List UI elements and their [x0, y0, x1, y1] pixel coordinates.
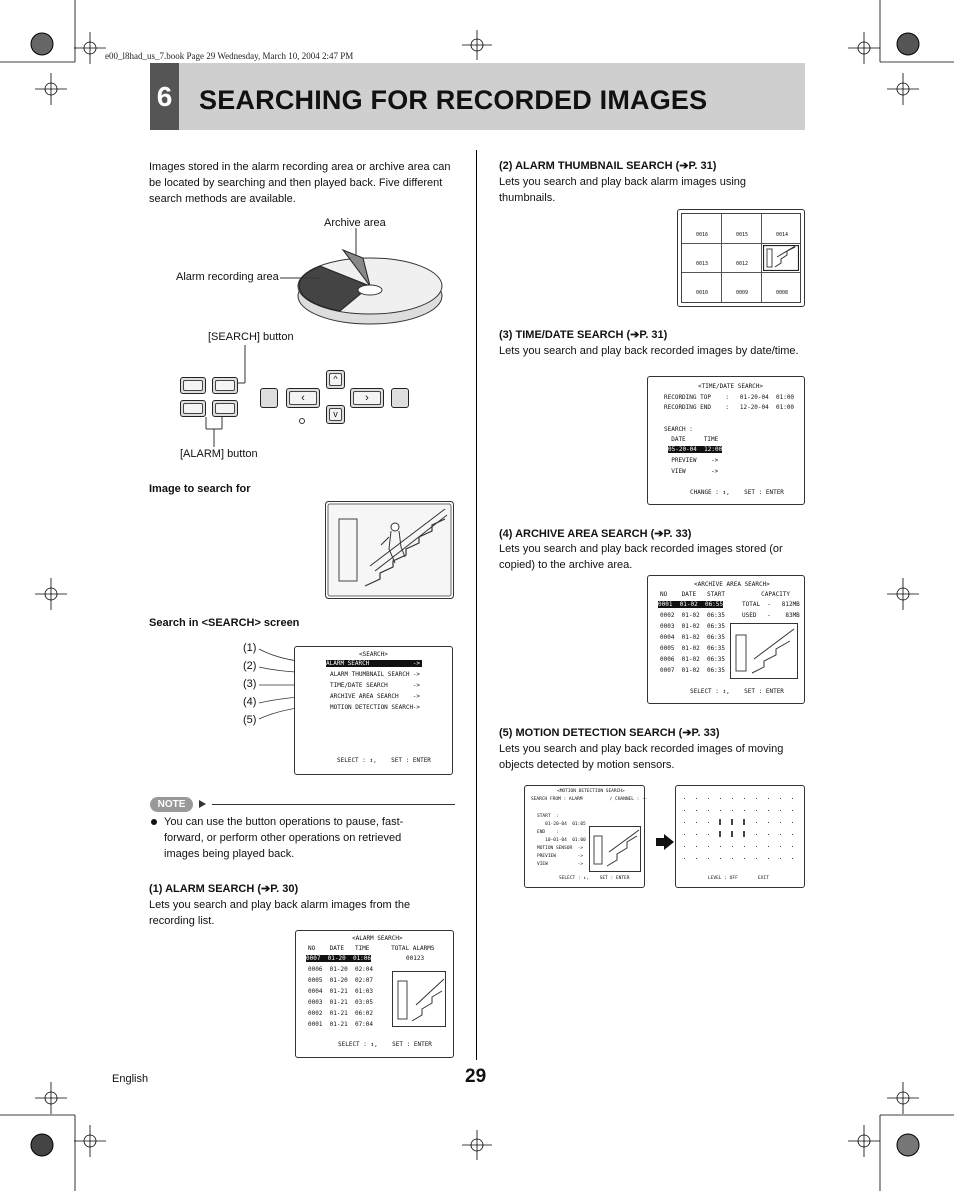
thumbnail-grid — [681, 213, 801, 303]
section-3-text: Lets you search and play back recorded images by date/time. — [499, 345, 799, 357]
alarm-row-4: 0004 01-21 01:03 — [308, 988, 374, 995]
archive-row-1: 0001 01-02 06:55 — [658, 601, 724, 608]
timedate-line-header: DATE TIME — [664, 436, 719, 443]
section-2-text: Lets you search and play back alarm images using thumbnails. — [499, 176, 747, 204]
search-menu-screen — [294, 646, 453, 775]
archive-row-4: 0004 01-02 06:35 — [660, 634, 726, 641]
callout-2: (2) — [243, 660, 257, 672]
timedate-line-view: VIEW -> — [664, 468, 719, 475]
thumbnail-screen — [677, 209, 805, 307]
thumb-0016: 0016 — [696, 232, 709, 238]
archive-header: NO DATE START CAPACITY — [660, 591, 791, 598]
search-button — [212, 377, 238, 394]
timedate-line-1: RECORDING TOP : 01-20-04 01:00 — [664, 394, 795, 401]
archive-footer: SELECT : ↕, SET : ENTER — [690, 688, 784, 695]
note-rule — [212, 804, 455, 805]
storage-pie-diagram — [280, 228, 460, 328]
thumb-0014: 0014 — [776, 232, 789, 238]
motion-sensor-item: MOTION SENSOR -> — [537, 846, 584, 851]
search-item-1: ALARM SEARCH -> — [326, 660, 420, 667]
archive-row-7: 0007 01-02 06:35 — [660, 667, 726, 674]
panel-button — [180, 377, 206, 394]
alarm-row-3: 0005 01-20 02:07 — [308, 977, 374, 984]
alarm-row-7: 0001 01-21 07:04 — [308, 1021, 374, 1028]
print-meta: e00_l8had_us_7.book Page 29 Wednesday, March 10, 2004 2:47 PM — [105, 51, 354, 61]
alarm-search-screen — [295, 930, 454, 1058]
alarm-preview-image — [392, 971, 446, 1027]
alarm-row-5: 0003 01-21 03:05 — [308, 999, 374, 1006]
motion-end-value: 10-01-04 01:00 — [537, 838, 586, 843]
archive-screen — [647, 575, 805, 704]
note-text: You can use the button operations to pause, fast-forward, or perform other operations on retrieved images being played back. — [164, 816, 404, 860]
callout-3: (3) — [243, 678, 257, 690]
search-item-5: MOTION DETECTION SEARCH -> — [330, 704, 420, 711]
search-screen-title: <SEARCH> — [359, 651, 388, 658]
archive-row-3: 0003 01-02 06:35 — [660, 623, 726, 630]
archive-used: USED - 83MB — [742, 612, 800, 619]
search-item-4: ARCHIVE AREA SEARCH -> — [330, 693, 420, 700]
timedate-footer: CHANGE : ↕, SET : ENTER — [690, 489, 784, 496]
callout-4: (4) — [243, 696, 257, 708]
alarm-search-total: 00123 — [406, 955, 425, 962]
alarm-row-1: 0007 01-20 01:06 — [306, 955, 372, 962]
motion-title: <MOTION DETECTION SEARCH> — [557, 789, 625, 794]
motion-level-label: LEVEL : OFF — [708, 876, 738, 881]
thumb-0015: 0015 — [736, 232, 749, 238]
motion-preview-image — [589, 826, 641, 872]
thumb-0012: 0012 — [736, 261, 749, 267]
alarm-search-footer: SELECT : ↕, SET : ENTER — [338, 1041, 432, 1048]
callout-5: (5) — [243, 714, 257, 726]
thumb-selected-image — [763, 245, 799, 271]
arrow-head-icon — [664, 834, 674, 850]
alarm-button-label: [ALARM] button — [180, 448, 258, 460]
search-item-3: TIME/DATE SEARCH -> — [330, 682, 420, 689]
motion-start-value: 01-20-04 01:05 — [537, 822, 586, 827]
timedate-line-preview: PREVIEW -> — [664, 457, 719, 464]
thumb-0013: 0013 — [696, 261, 709, 267]
column-divider — [476, 150, 477, 1060]
thumb-0008: 0008 — [776, 290, 789, 296]
timedate-selected-value: 05-20-04 12:00 — [668, 446, 723, 453]
section-2-heading: (2) ALARM THUMBNAIL SEARCH (➔P. 31) — [499, 160, 717, 172]
alarm-button-right — [212, 400, 238, 417]
alarm-button-left — [180, 400, 206, 417]
thumb-0010: 0010 — [696, 290, 709, 296]
page-number: 29 — [465, 1066, 487, 1087]
motion-view-item: VIEW -> — [537, 862, 584, 867]
motion-sensor-grid — [676, 786, 804, 871]
archive-title: <ARCHIVE AREA SEARCH> — [694, 581, 770, 588]
timedate-line-2: RECORDING END : 12-20-04 01:00 — [664, 404, 795, 411]
section-5-text: Lets you search and play back recorded images of moving objects detected by motion sensors. — [499, 743, 784, 771]
motion-search-from: SEARCH FROM : ALARM / CHANNEL : -- — [531, 797, 648, 802]
timedate-title: <TIME/DATE SEARCH> — [698, 383, 764, 390]
archive-area-label: Archive area — [324, 217, 386, 229]
motion-preview-item: PREVIEW -> — [537, 854, 584, 859]
up-arrow-button: ^ — [326, 370, 345, 389]
search-button-label: [SEARCH] button — [208, 331, 294, 343]
down-arrow-button: v — [326, 405, 345, 424]
callout-1: (1) — [243, 642, 257, 654]
image-to-search-heading: Image to search for — [149, 483, 251, 495]
left-arrow-button: ‹ — [286, 388, 320, 408]
alarm-row-6: 0002 01-21 06:02 — [308, 1010, 374, 1017]
section-3-heading: (3) TIME/DATE SEARCH (➔P. 31) — [499, 329, 668, 341]
page-title: SEARCHING FOR RECORDED IMAGES — [199, 85, 708, 115]
archive-preview-image — [730, 623, 798, 679]
alarm-row-2: 0006 01-20 02:04 — [308, 966, 374, 973]
intro-text: Images stored in the alarm recording area or archive area can be located by searching and then played back. Five different search methods are available. — [149, 161, 451, 205]
chapter-number: 6 — [150, 63, 179, 130]
motion-exit-label: EXIT — [758, 876, 769, 881]
note-arrow-icon — [199, 800, 206, 808]
motion-search-screen — [524, 785, 648, 888]
bullet-icon — [151, 819, 157, 825]
panel-button-small-left — [260, 388, 278, 408]
section-4-text: Lets you search and play back recorded images stored (or copied) to the archive area. — [499, 543, 783, 571]
alarm-area-label: Alarm recording area — [176, 271, 279, 283]
language-label: English — [112, 1073, 149, 1085]
stair-scene-image — [325, 501, 454, 599]
archive-total: TOTAL - 812MB — [742, 601, 800, 608]
section-5-heading: (5) MOTION DETECTION SEARCH (➔P. 33) — [499, 727, 720, 739]
archive-row-5: 0005 01-02 06:35 — [660, 645, 726, 652]
motion-footer: SELECT : ↕, SET : ENTER — [559, 876, 630, 881]
section-1-heading: (1) ALARM SEARCH (➔P. 30) — [149, 883, 299, 895]
panel-button-small-right — [391, 388, 409, 408]
archive-row-6: 0006 01-02 06:35 — [660, 656, 726, 663]
motion-end-label: END : — [537, 830, 559, 835]
search-item-2: ALARM THUMBNAIL SEARCH -> — [330, 671, 420, 678]
timedate-line-search: SEARCH : — [664, 426, 693, 433]
section-4-heading: (4) ARCHIVE AREA SEARCH (➔P. 33) — [499, 528, 692, 540]
right-arrow-button: › — [350, 388, 384, 408]
archive-row-2: 0002 01-02 06:35 — [660, 612, 726, 619]
motion-grid-screen — [675, 785, 805, 888]
alarm-search-header: NO DATE TIME TOTAL ALARMS — [308, 945, 435, 952]
section-1-text: Lets you search and play back alarm images from the recording list. — [149, 899, 411, 927]
search-screen-heading: Search in <SEARCH> screen — [149, 617, 300, 629]
search-screen-footer: SELECT : ↕, SET : ENTER — [337, 757, 431, 764]
note-badge: NOTE — [150, 797, 193, 812]
alarm-search-title: <ALARM SEARCH> — [352, 935, 403, 942]
timedate-screen — [647, 376, 805, 505]
thumb-0009: 0009 — [736, 290, 749, 296]
motion-start-label: START : — [537, 814, 559, 819]
